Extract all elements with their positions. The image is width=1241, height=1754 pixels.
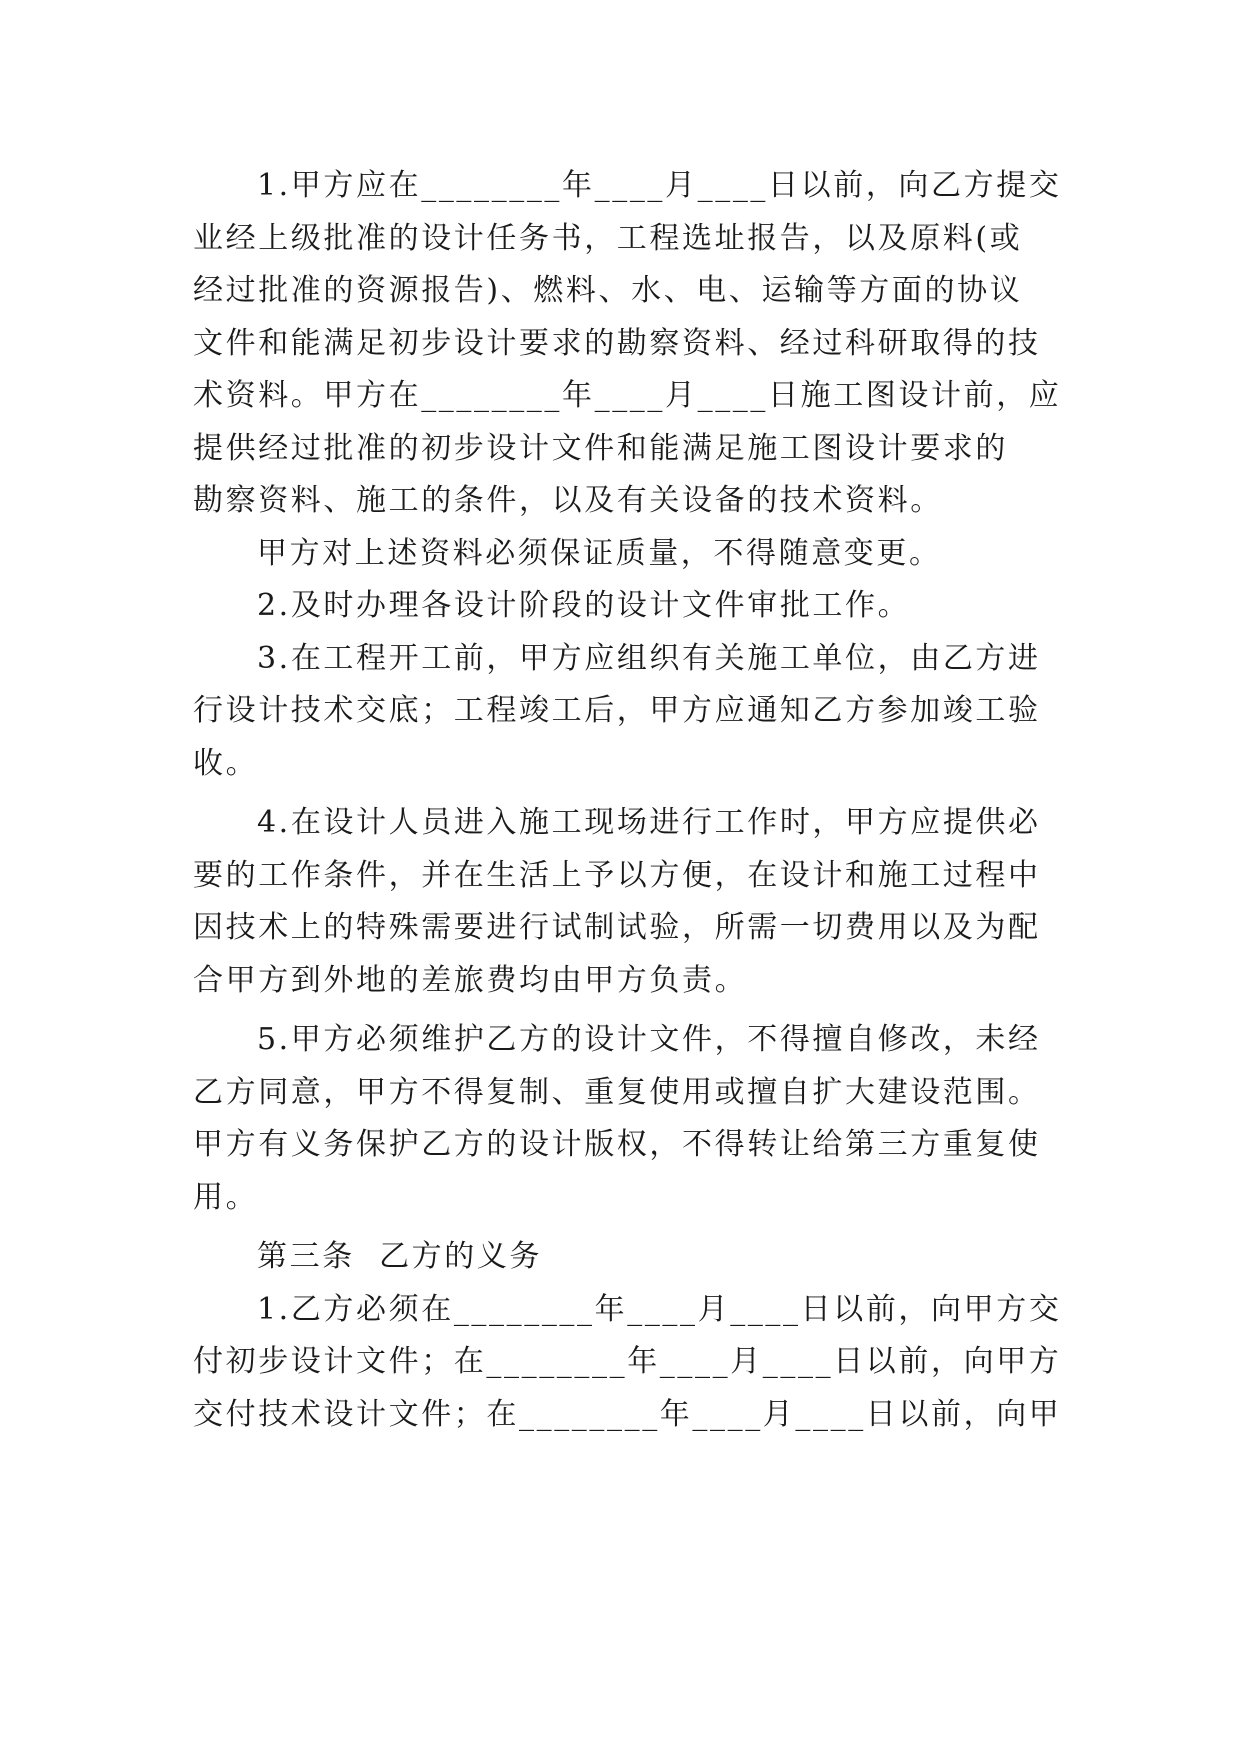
text-line: 经过批准的资源报告)、燃料、水、电、运输等方面的协议 <box>193 273 1023 308</box>
section-heading: 第三条 乙方的义务 <box>257 1239 543 1274</box>
text-line: 交付技术设计文件；在________年____月____日以前，向甲 <box>193 1396 1062 1432</box>
text-line: 行设计技术交底；工程竣工后，甲方应通知乙方参加竣工验 <box>193 693 1041 728</box>
text-line: 甲方有义务保护乙方的设计版权，不得转让给第三方重复使 <box>193 1127 1041 1162</box>
text-line: 3.在工程开工前，甲方应组织有关施工单位，由乙方进 <box>257 640 1041 676</box>
text-line: 提供经过批准的初步设计文件和能满足施工图设计要求的 <box>193 430 1008 466</box>
text-line: 术资料。甲方在________年____月____日施工图设计前，应 <box>193 378 1062 413</box>
text-line: 1.甲方应在________年____月____日以前，向乙方提交 <box>257 168 1062 203</box>
text-line: 因技术上的特殊需要进行试制试验，所需一切费用以及为配 <box>193 910 1041 945</box>
text-line: 文件和能满足初步设计要求的勘察资料、经过科研取得的技 <box>193 325 1041 361</box>
text-line: 1.乙方必须在________年____月____日以前，向甲方交 <box>257 1291 1062 1327</box>
text-line: 收。 <box>193 745 259 781</box>
document-body <box>193 160 1062 1441</box>
text-line: 乙方同意，甲方不得复制、重复使用或擅自扩大建设范围。 <box>193 1074 1041 1110</box>
text-line: 业经上级批准的设计任务书，工程选址报告，以及原料(或 <box>193 220 1023 256</box>
text-line: 付初步设计文件；在________年____月____日以前，向甲方 <box>193 1344 1062 1379</box>
text-line: 甲方对上述资料必须保证质量，不得随意变更。 <box>257 535 942 571</box>
text-line: 2.及时办理各设计阶段的设计文件审批工作。 <box>257 588 911 623</box>
text-line: 5.甲方必须维护乙方的设计文件，不得擅自修改，未经 <box>257 1022 1041 1057</box>
text-line: 4.在设计人员进入施工现场进行工作时，甲方应提供必 <box>257 805 1041 840</box>
text-line: 用。 <box>193 1179 259 1215</box>
text-line: 合甲方到外地的差旅费均由甲方负责。 <box>193 962 748 998</box>
text-line: 要的工作条件，并在生活上予以方便，在设计和施工过程中 <box>193 857 1041 893</box>
text-line: 勘察资料、施工的条件，以及有关设备的技术资料。 <box>193 483 943 518</box>
